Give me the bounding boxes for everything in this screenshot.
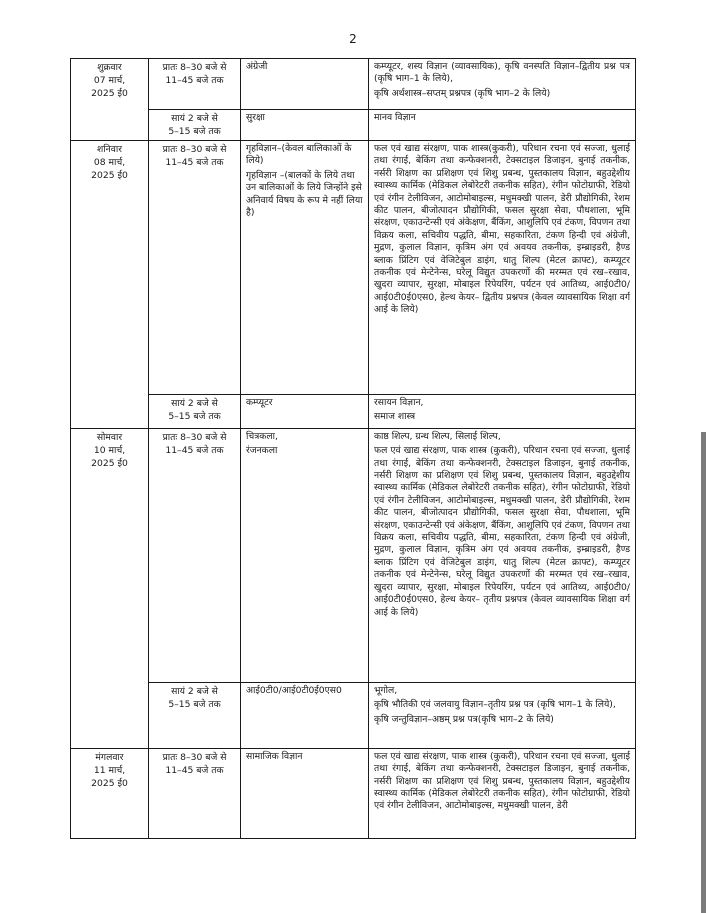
time-cell xyxy=(149,59,241,110)
time-start: प्रातः 8–30 बजे से xyxy=(162,431,227,443)
day-date: 10 मार्च, xyxy=(93,444,126,456)
subject-cell xyxy=(241,110,369,141)
day-cell xyxy=(71,141,149,429)
subject-text: गृहविज्ञान–(केवल बालिकाओं के लिये) xyxy=(246,143,352,167)
day-cell xyxy=(71,748,149,838)
vocational-text: मानव विज्ञान xyxy=(374,112,416,123)
vocational-text: कृषि जन्तुविज्ञान–अष्ठम् प्रश्न पत्र(कृषि भाग–2 के लिये) xyxy=(374,713,554,725)
vocational-text: समाज शास्त्र xyxy=(374,411,416,423)
subject-text: चित्रकला, xyxy=(246,430,278,442)
subject-text: रंजनकला xyxy=(246,445,278,457)
time-cell xyxy=(149,428,241,682)
time-end: 5–15 बजे तक xyxy=(168,126,221,137)
day-year: 2025 ई0 xyxy=(91,457,128,469)
day-date: 11 मार्च, xyxy=(93,764,126,776)
table-row xyxy=(71,428,636,682)
vocational-text: रसायन विज्ञान, xyxy=(374,397,424,408)
subject-cell xyxy=(241,748,369,838)
time-end: 11–45 बजे तक xyxy=(165,764,224,776)
subject-text: सुरक्षा xyxy=(246,112,265,123)
subject-cell xyxy=(241,141,369,395)
time-cell xyxy=(149,682,241,748)
vocational-cell xyxy=(369,59,636,110)
vocational-cell xyxy=(369,141,636,395)
day-name: शनिवार xyxy=(97,144,122,155)
time-start: सायं 2 बजे से xyxy=(171,113,218,124)
vocational-cell xyxy=(369,748,636,838)
subject-cell xyxy=(241,395,369,429)
vocational-cell xyxy=(369,395,636,429)
table-row xyxy=(71,682,636,748)
time-end: 5–15 बजे तक xyxy=(168,698,221,710)
subject-text: कम्प्यूटर xyxy=(246,397,273,408)
table-row xyxy=(71,59,636,110)
exam-schedule-table xyxy=(70,58,636,839)
day-name: सोमवार xyxy=(96,431,123,443)
table-row xyxy=(71,110,636,141)
day-date: 08 मार्च, xyxy=(93,157,126,168)
subject-cell xyxy=(241,682,369,748)
subject-text: सामाजिक विज्ञान xyxy=(246,750,303,762)
time-start: प्रातः 8–30 बजे से xyxy=(162,144,227,155)
vocational-text: फल एवं खाद्य संरक्षण, पाक शास्त्र(कुकरी), परिधान रचना एवं सज्जा, धुलाई तथा रंगाई, बेकिंग तथा कन्फेक्शनरी, टेक्सटाइल डिजाइन, बुनाई तकनीक, नर्सरी शिक्षण का प्रशिक्षण एवं शिशु प्रबन्ध, पुस्तकालय विज्ञान, बहुउद्देशीय स्वास्थ्य कार्मिक (मेडिकल लेबोरेटरी तकनीक सहित), रंगीन फोटोग्राफी, रेडियो एवं रंगीन टेलीविजन, आटोमोबाइल्स, मधुमक्खी पालन, डेरी प्रौद्योगिकी, रेशम कीट पालन, बीजोत्पादन प्रौद्योगिकी, फसल सुरक्षा सेवा, पौधशाला, भूमि संरक्षण, एकाउन्टेन्सी एवं अंकेक्षण, बैंकिंग, आशुलिपि एवं टंकण, विपणन तथा विक्रय कला, सचिवीय पद्धति, बीमा, सहकारिता, टंकण हिन्दी एवं अंग्रेजी, मुद्रण, कुलाल विज्ञान, कृत्रिम अंग एवं अवयव तकनीक, इम्ब्राइडरी, हैण्ड ब्लाक प्रिंटिग एवं वेजिटेबुल डाइंग, धातु शिल्प (मेटल क्राफ्ट), कम्प्यूटर तकनीक एवं मेन्टेनेन्स, घरेलू विद्युत उपकरणों की मरम्मत एवं रख–रखाव, खुदरा व्यापार, सुरक्षा, मोबाइल रिपेयरिंग, पर्यटन एवं आतिथ्य, आई0टी0/आई0टी0ई0एस0, हेल्थ केयर– द्वितीय प्रश्नपत्र (केवल व्यावसायिक शिक्षा वर्ग आई के लिये) xyxy=(374,143,630,316)
vocational-text: फल एवं खाद्य संरक्षण, पाक शास्त्र (कुकरी), परिधान रचना एवं सज्जा, धुलाई तथा रंगाई, बेकिंग तथा कन्फेक्शनरी, टेक्सटाइल डिजाइन, बुनाई तकनीक, नर्सरी शिक्षण का प्रशिक्षण एवं शिशु प्रबन्ध, पुस्तकालय विज्ञान, बहुउद्देशीय स्वास्थ्य कार्मिक (मेडिकल लेबोरेटरी तकनीक सहित), रंगीन फोटोग्राफी, रेडियो एवं रंगीन टेलीविजन, आटोमोबाइल्स, मधुमक्खी पालन, डेरी xyxy=(374,750,630,812)
table-row xyxy=(71,141,636,395)
scrollbar[interactable] xyxy=(701,432,706,913)
vocational-text: कम्प्यूटर, शस्य विज्ञान (व्यावसायिक), कृषि वनस्पति विज्ञान–द्वितीय प्रश्न पत्र (कृषि भाग–1 के लिये), xyxy=(374,61,630,85)
time-cell xyxy=(149,395,241,429)
vocational-text: कृषि अर्थशास्त्र–सप्तम् प्रश्नपत्र (कृषि भाग–2 के लिये) xyxy=(374,87,551,99)
time-start: प्रातः 8–30 बजे से xyxy=(162,751,227,763)
subject-text: गृहविज्ञान –(बालकों के लिये तथा उन बालिकाओं के लिये जिन्होंने इसे अनिवार्य विषय के रूप मे नहीं लिया है) xyxy=(246,169,363,219)
table-row xyxy=(71,395,636,429)
time-cell xyxy=(149,748,241,838)
day-date: 07 मार्च, xyxy=(93,75,126,86)
vocational-cell xyxy=(369,110,636,141)
day-year: 2025 ई0 xyxy=(91,777,128,789)
vocational-cell xyxy=(369,428,636,682)
day-name: मंगलवार xyxy=(95,751,124,763)
subject-text: अंग्रेजी xyxy=(246,61,268,72)
time-start: प्रातः 8–30 बजे से xyxy=(162,62,227,73)
time-end: 11–45 बजे तक xyxy=(165,444,224,456)
vocational-text: फल एवं खाद्य संरक्षण, पाक शास्त्र (कुकरी), परिधान रचना एवं सज्जा, धुलाई तथा रंगाई, बेकिंग तथा कन्फेक्शनरी, टेक्सटाइल डिजाइन, बुनाई तकनीक, नर्सरी शिक्षण का प्रशिक्षण एवं शिशु प्रबन्ध, पुस्तकालय विज्ञान, बहुउद्देशीय स्वास्थ्य कार्मिक (मेडिकल लेबोरेटरी तकनीक सहित), रंगीन फोटोग्राफी, रेडियो एवं रंगीन टेलीविजन, आटोमोबाइल्स, मधुमक्खी पालन, डेरी प्रौद्योगिकी, रेशम कीट पालन, बीजोत्पादन प्रौद्योगिकी, फसल सुरक्षा सेवा, पौधशाला, भूमि संरक्षण, एकाउन्टेन्सी एवं अंकेक्षण, बैंकिंग, आशुलिपि एवं टंकण, विपणन तथा विक्रय कला, सचिवीय पद्धति, बीमा, सहकारिता, टंकण हिन्दी एवं अंग्रेजी, मुद्रण, कुलाल विज्ञान, कृत्रिम अंग एवं अवयव तकनीक, इम्ब्राइडरी, हैण्ड ब्लाक प्रिंटिग एवं वेजिटेबुल डाइंग, धातु शिल्प (मेटल क्राफ्ट), कम्प्यूटर तकनीक एवं मेन्टेनेन्स, घरेलू विद्युत उपकरणों की मरम्मत एवं रख–रखाव, खुदरा व्यापार, सुरक्षा, मोबाइल रिपेयरिंग, पर्यटन एवं आतिथ्य, आई0टी0/आई0टी0ई0एस0, हेल्थ केयर– तृतीय प्रश्नपत्र (केवल व्यावसायिक शिक्षा वर्ग आई के लिये) xyxy=(374,445,630,618)
subject-text: आई0टी0/आई0टी0ई0एस0 xyxy=(246,684,342,696)
day-cell xyxy=(71,428,149,748)
vocational-text: भूगोल, xyxy=(374,684,398,696)
time-cell xyxy=(149,141,241,395)
subject-cell xyxy=(241,428,369,682)
day-name: शुक्रवार xyxy=(97,62,122,73)
vocational-cell xyxy=(369,682,636,748)
time-end: 11–45 बजे तक xyxy=(165,75,224,86)
time-cell xyxy=(149,110,241,141)
vocational-text: कृषि भौतिकी एवं जलवायु विज्ञान–तृतीय प्रश्न पत्र (कृषि भाग–1 के लिये), xyxy=(374,699,616,711)
vocational-text: काष्ठ शिल्प, ग्रन्थ शिल्प, सिलाई शिल्प, xyxy=(374,430,501,442)
page-number: 2 xyxy=(349,32,357,46)
time-end: 11–45 बजे तक xyxy=(165,157,224,168)
day-year: 2025 ई0 xyxy=(91,170,128,181)
time-start: सायं 2 बजे से xyxy=(171,398,218,409)
table-row xyxy=(71,748,636,838)
subject-cell xyxy=(241,59,369,110)
time-end: 5–15 बजे तक xyxy=(168,411,221,422)
day-year: 2025 ई0 xyxy=(91,88,128,99)
time-start: सायं 2 बजे से xyxy=(171,685,218,697)
day-cell xyxy=(71,59,149,141)
